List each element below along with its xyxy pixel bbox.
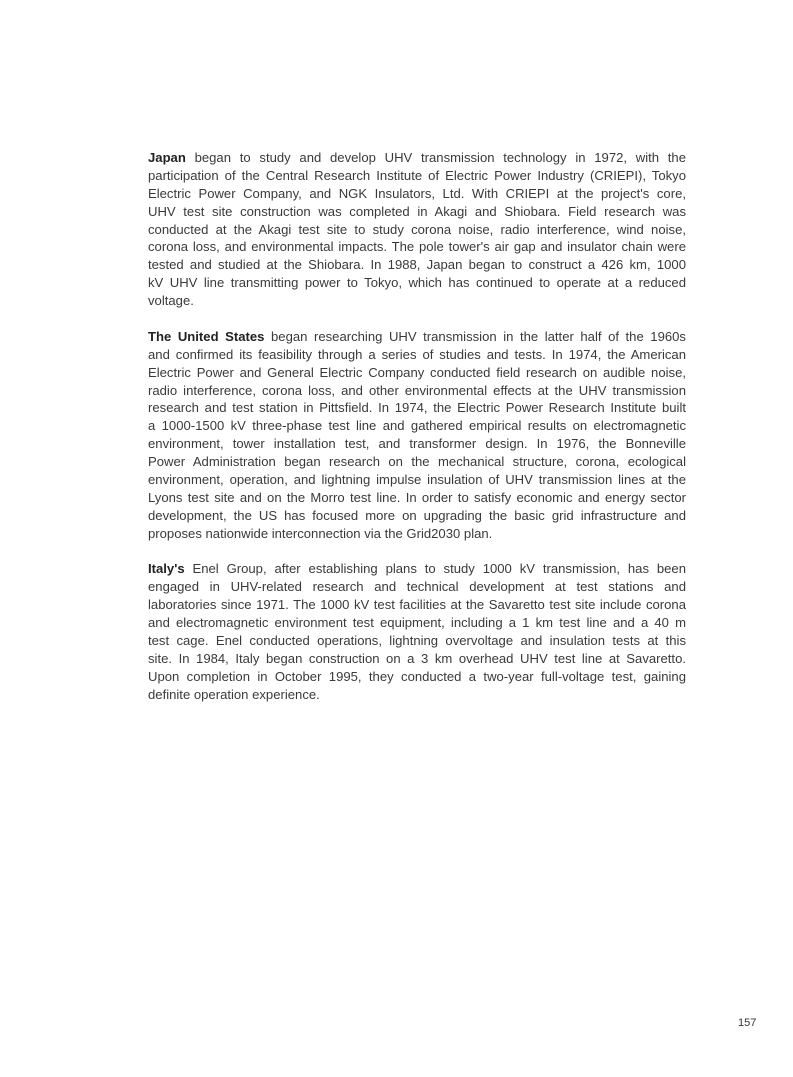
line-text: began researching UHV transmission in the latter half of the 1960s	[264, 328, 686, 344]
text-line: a 1000-1500 kV three-phase test line and gathered empirical results on electromagnetic	[148, 418, 686, 434]
paragraph-lead: Italy's	[148, 561, 185, 577]
text-line: Electric Power Company, and NGK Insulators, Ltd. With CRIEPI at the project's core,	[148, 185, 686, 201]
text-line: conducted at the Akagi test site to study corona noise, radio interference, wind noise,	[148, 221, 686, 237]
text-line: site. In 1984, Italy began construction on a 3 km overhead UHV test line at Savaretto.	[148, 650, 686, 666]
text-line: engaged in UHV-related research and technical development at test stations and	[148, 579, 686, 595]
text-line: Electric Power and General Electric Company conducted field research on audible noise,	[148, 364, 686, 380]
text-line: laboratories since 1971. The 1000 kV test facilities at the Savaretto test site include corona	[148, 597, 686, 613]
text-line: development, the US has focused more on upgrading the basic grid infrastructure and	[148, 507, 686, 523]
text-line: corona loss, and environmental impacts. The pole tower's air gap and insulator chain were	[148, 239, 686, 255]
text-line: definite operation experience.	[148, 686, 320, 702]
paragraph	[148, 328, 686, 543]
text-line	[148, 560, 686, 578]
text-line: radio interference, corona loss, and other environmental effects at the UHV transmission	[148, 382, 686, 398]
text-line: Power Administration began research on the mechanical structure, corona, ecological	[148, 454, 686, 470]
line-text: Enel Group, after establishing plans to study 1000 kV transmission, has been	[184, 561, 686, 577]
body-text	[148, 149, 686, 722]
paragraph-lead: Japan	[148, 150, 186, 165]
paragraph-lead: The United States	[148, 328, 265, 344]
text-line: test cage. Enel conducted operations, lightning overvoltage and insulation tests at this	[148, 633, 686, 649]
text-line: Upon completion in October 1995, they conducted a two-year full-voltage test, gaining	[148, 668, 686, 684]
text-line	[148, 328, 686, 346]
text-line: research and test station in Pittsfield. In 1974, the Electric Power Research Institute built	[148, 400, 686, 416]
text-line: proposes nationwide interconnection via the Grid2030 plan.	[148, 525, 493, 541]
text-line: and confirmed its feasibility through a series of studies and tests. In 1974, the American	[148, 346, 686, 362]
text-line	[148, 149, 686, 167]
paragraph	[148, 560, 686, 703]
text-line: UHV test site construction was completed in Akagi and Shiobara. Field research was	[148, 203, 686, 219]
paragraph	[148, 149, 686, 310]
line-text: began to study and develop UHV transmission technology in 1972, with the	[185, 150, 686, 165]
text-line: kV UHV line transmitting power to Tokyo, which has continued to operate at a reduced	[148, 275, 686, 291]
page-number: 157	[738, 1017, 757, 1029]
text-line: Lyons test site and on the Morro test line. In order to satisfy economic and energy sector	[148, 489, 686, 505]
text-line: environment, operation, and lightning impulse insulation of UHV transmission lines at the	[148, 472, 686, 488]
text-line: and electromagnetic environment test equipment, including a 1 km test line and a 40 m	[148, 615, 686, 631]
text-line: tested and studied at the Shiobara. In 1988, Japan began to construct a 426 km, 1000	[148, 257, 686, 273]
text-line: environment, tower installation test, and transformer design. In 1976, the Bonneville	[148, 436, 686, 452]
text-line: participation of the Central Research Institute of Electric Power Industry (CRIEPI), Tokyo	[148, 167, 686, 183]
text-line: voltage.	[148, 293, 194, 309]
